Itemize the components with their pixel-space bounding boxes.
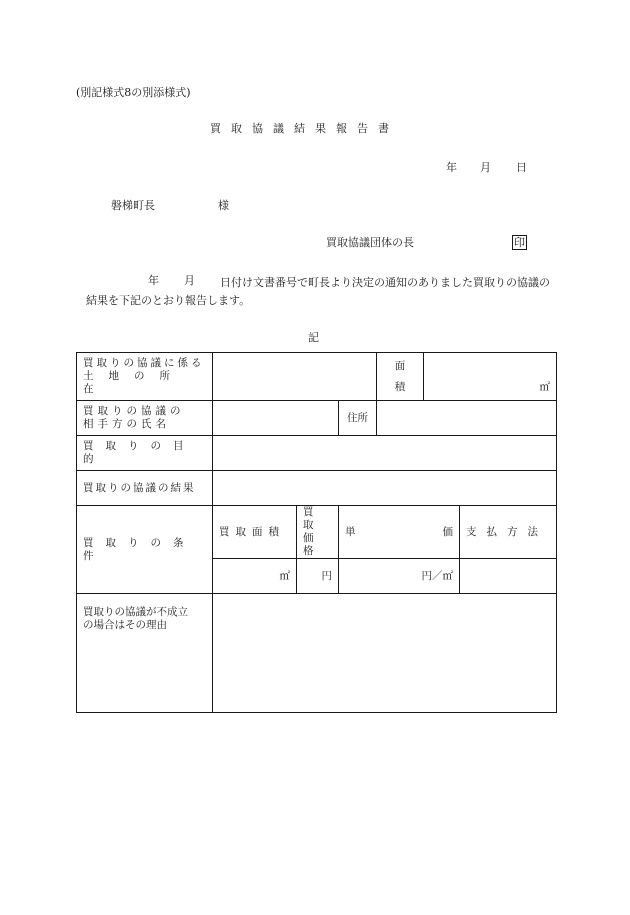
- row-purpose: [77, 436, 557, 471]
- document-title: 買取協議結果報告書: [210, 122, 399, 135]
- form-reference: (別記様式8の別添様式): [76, 86, 191, 99]
- body-month-label: 月: [184, 274, 195, 287]
- row-failure-reason: [77, 594, 557, 713]
- row-condition-headers: [77, 506, 557, 559]
- cond-payment-value[interactable]: [460, 559, 557, 594]
- date-month-label: 月: [480, 161, 491, 174]
- result-value[interactable]: [213, 471, 557, 506]
- address-label: 住所: [339, 401, 377, 436]
- cond-price-value[interactable]: [297, 559, 339, 594]
- failure-reason-label: 買取りの協議が不成立 の場合はその理由: [77, 594, 213, 713]
- partner-name-value[interactable]: [213, 401, 339, 436]
- failure-reason-value[interactable]: [213, 594, 557, 713]
- cond-unit-price-unit: 円／㎡: [421, 569, 453, 582]
- area-label: 面 積: [377, 353, 424, 401]
- result-label: 買取りの協議の結果: [77, 471, 213, 506]
- cond-unit-price-value[interactable]: [339, 559, 460, 594]
- addressee-honorific: 様: [218, 199, 229, 212]
- conditions-label: 買取りの条件: [77, 506, 213, 594]
- purpose-value[interactable]: [213, 436, 557, 471]
- cond-price-unit: 円: [321, 569, 332, 582]
- land-location-label: 買取りの協議に係る 土地の所在: [77, 353, 213, 401]
- body-text: 日付け文書番号で町長より決定の通知のありました買取りの協議の結果を下記のとおり報告します。: [86, 276, 550, 307]
- body-year-label: 年: [148, 274, 159, 287]
- purpose-label: 買取りの目的: [77, 436, 213, 471]
- area-unit: ㎡: [539, 381, 550, 393]
- cond-header-unit-price: 単 価: [339, 506, 460, 559]
- sender-label: 買取協議団体の長: [326, 236, 414, 249]
- addressee-name: 磐梯町長: [111, 199, 155, 212]
- row-land-location: [77, 353, 557, 401]
- row-partner: [77, 401, 557, 436]
- ki-heading: 記: [308, 331, 319, 344]
- date-day-label: 日: [516, 161, 527, 174]
- date-year-label: 年: [446, 161, 457, 174]
- cond-header-payment: 支払方法: [460, 506, 557, 559]
- cond-area-value[interactable]: [213, 559, 297, 594]
- land-location-value[interactable]: [213, 353, 377, 401]
- report-table: [76, 352, 557, 713]
- body-paragraph: [86, 274, 556, 310]
- seal-mark: 印: [514, 236, 525, 249]
- partner-address-value[interactable]: [377, 401, 557, 436]
- area-value[interactable]: [424, 353, 557, 401]
- cond-area-unit: ㎡: [279, 569, 290, 582]
- cond-header-area: 買取面積: [213, 506, 297, 559]
- row-result: [77, 471, 557, 506]
- partner-name-label: 買取りの協議の 相手方の氏名: [77, 401, 213, 436]
- cond-header-price: 買取価格: [297, 506, 339, 559]
